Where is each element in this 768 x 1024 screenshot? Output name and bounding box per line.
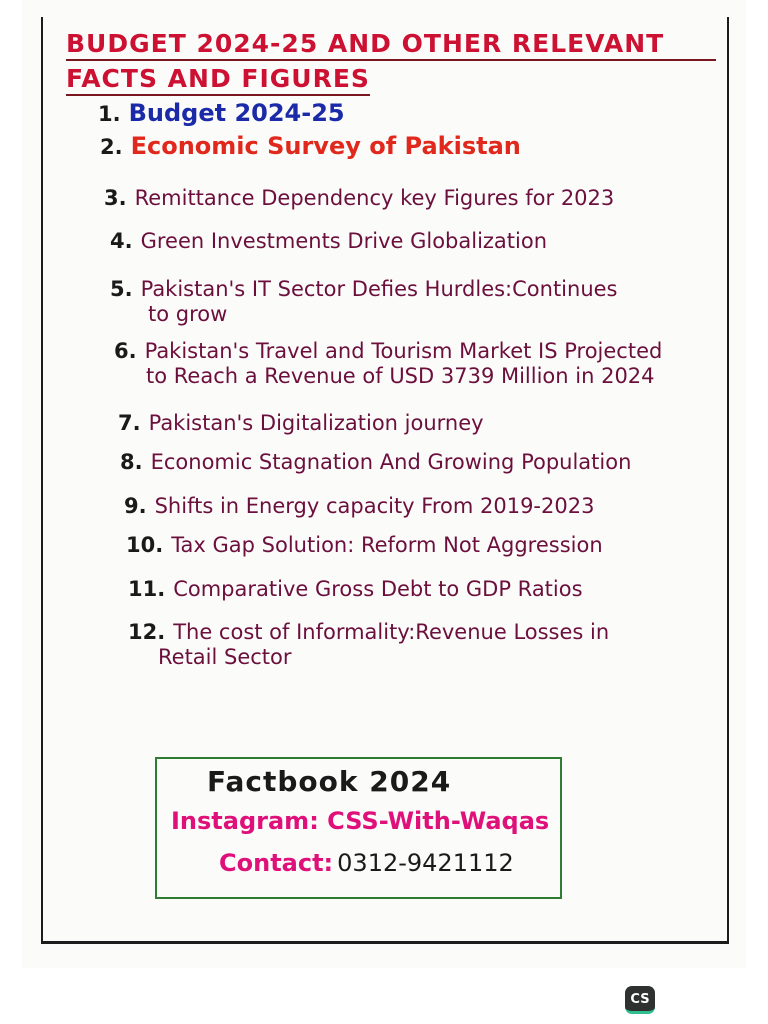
list-item — [118, 411, 484, 436]
list-item — [128, 577, 583, 602]
item-number: 1. — [98, 102, 121, 126]
item-number: 3. — [104, 186, 127, 210]
item-text: Shifts in Energy capacity From 2019-2023 — [154, 494, 595, 518]
item-text: Economic Stagnation And Growing Population — [150, 450, 632, 474]
item-text-continued: to Reach a Revenue of USD 3739 Million in 2024 — [146, 364, 655, 388]
item-number: 12. — [128, 620, 166, 644]
item-text: Economic Survey of Pakistan — [130, 132, 521, 160]
item-text: Pakistan's IT Sector Defies Hurdles:Continues — [140, 277, 618, 301]
item-text: Green Investments Drive Globalization — [140, 229, 548, 253]
page-title-line2: FACTS AND FIGURES — [66, 64, 370, 96]
item-text-continued: Retail Sector — [158, 645, 292, 669]
factbook-box — [155, 757, 562, 899]
item-number: 5. — [110, 277, 133, 301]
contact-line — [219, 849, 514, 877]
list-item — [124, 494, 594, 519]
instagram-handle: Instagram: CSS-With-Waqas — [171, 807, 550, 835]
list-item — [128, 620, 609, 670]
item-number: 6. — [114, 339, 137, 363]
item-number: 4. — [110, 229, 133, 253]
item-text: Tax Gap Solution: Reform Not Aggression — [171, 533, 603, 557]
list-item — [110, 277, 618, 327]
item-number: 10. — [126, 533, 164, 557]
factbook-title: Factbook 2024 — [207, 765, 452, 798]
list-item — [104, 186, 614, 211]
list-item — [98, 101, 345, 127]
item-text: Pakistan's Travel and Tourism Market IS Projected — [144, 339, 663, 363]
list-item — [114, 339, 662, 389]
item-number: 11. — [128, 577, 166, 601]
item-text: Comparative Gross Debt to GDP Ratios — [173, 577, 583, 601]
page-title-line1: BUDGET 2024-25 AND OTHER RELEVANT — [66, 29, 716, 61]
item-text: Remittance Dependency key Figures for 2023 — [134, 186, 615, 210]
list-item — [120, 450, 631, 475]
contact-label: Contact: — [219, 849, 334, 877]
list-item — [126, 533, 603, 558]
item-text-continued: to grow — [148, 302, 228, 326]
item-text: Pakistan's Digitalization journey — [148, 411, 484, 435]
item-number: 7. — [118, 411, 141, 435]
item-text: The cost of Informality:Revenue Losses in — [173, 620, 610, 644]
list-item — [110, 229, 547, 254]
contact-number: 0312-9421112 — [337, 849, 514, 877]
item-text: Budget 2024-25 — [128, 99, 345, 127]
list-item — [100, 134, 521, 160]
item-number: 9. — [124, 494, 147, 518]
camscanner-logo-icon: CS — [625, 986, 655, 1014]
item-number: 2. — [100, 135, 123, 159]
item-number: 8. — [120, 450, 143, 474]
